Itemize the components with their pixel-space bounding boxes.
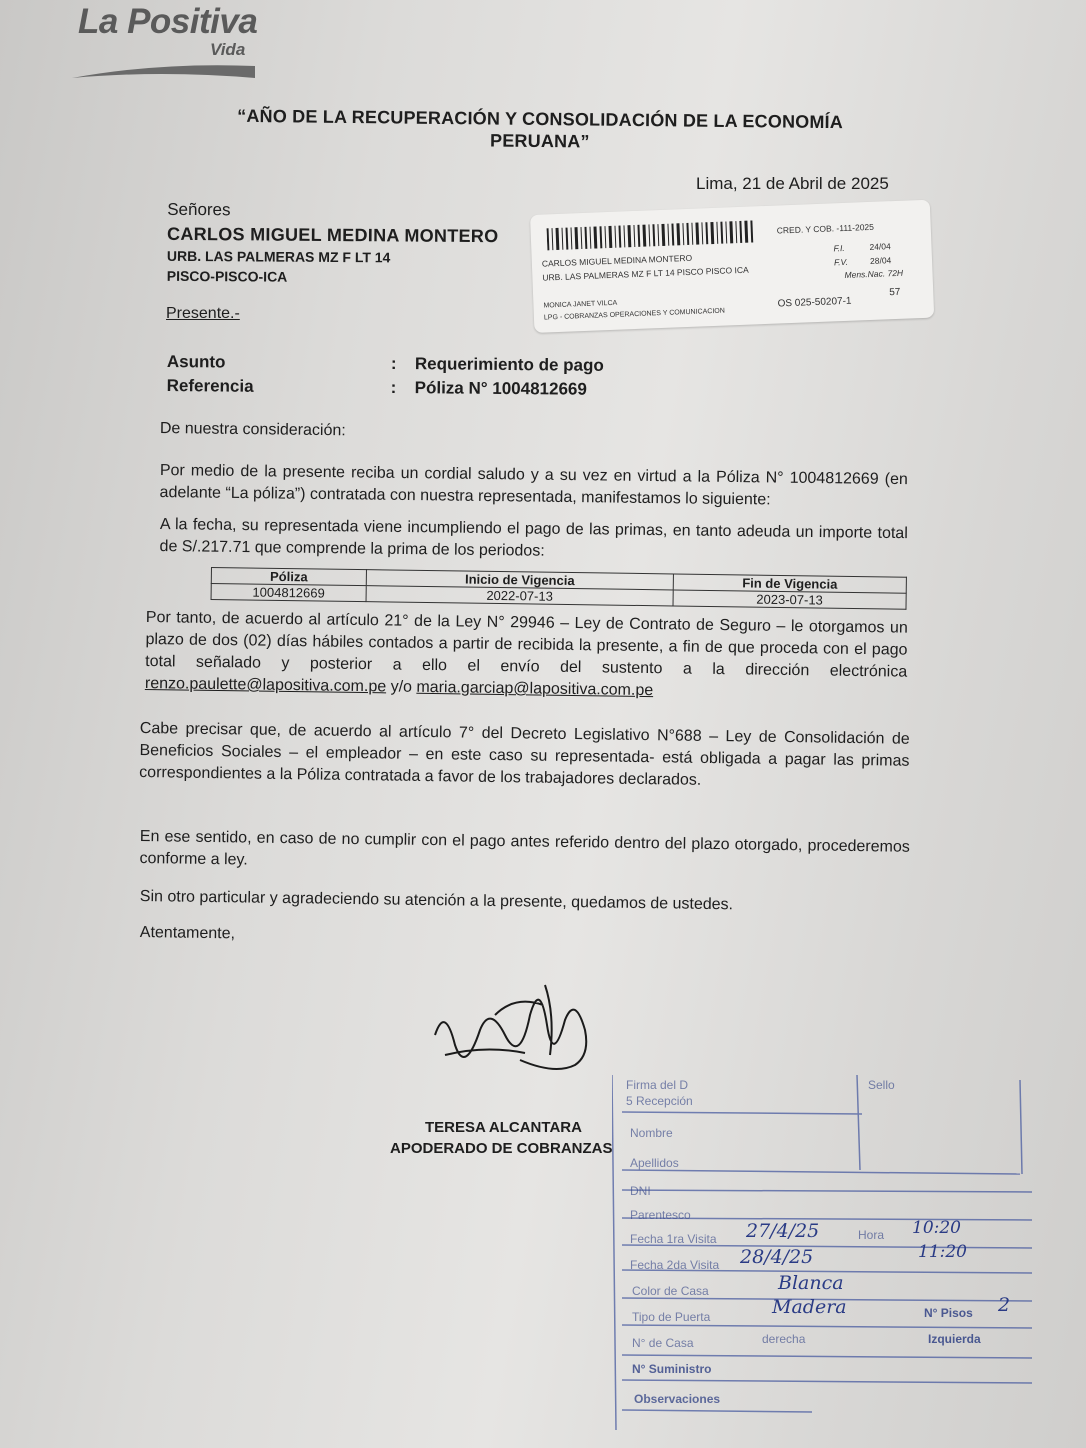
stamp-dni: DNI xyxy=(630,1184,651,1198)
stamp-tipo-value: Madera xyxy=(772,1296,847,1318)
greeting: De nuestra consideración: xyxy=(159,419,346,440)
sticker-address: URB. LAS PALMERAS MZ F LT 14 PISCO PISCO ICA xyxy=(542,264,749,283)
table-cell: 1004812669 xyxy=(211,584,366,602)
closing: Atentamente, xyxy=(139,923,236,943)
letter-date: Lima, 21 de Abril de 2025 xyxy=(696,174,889,193)
paragraph-3-text: Por tanto, de acuerdo al artículo 21° de la Ley N° 29946 – Ley de Contrato de Seguro – le otorgamos un plazo de dos (02) días hábiles contados a partir de recibida la presente, a fin de que proceda con el pago total señalado y posterior a ello el envío del sustento a la dirección electrónica xyxy=(145,608,908,681)
barcode-icon xyxy=(546,218,757,252)
sticker-dept: LPG - COBRANZAS OPERACIONES Y COMUNICACION xyxy=(543,307,725,322)
stamp-observaciones: Observaciones xyxy=(634,1392,721,1406)
recipient-address-1: URB. LAS PALMERAS MZ F LT 14 xyxy=(166,247,391,266)
email-link-1[interactable]: renzo.paulette@lapositiva.com.pe xyxy=(144,674,387,696)
stamp-derecha: derecha xyxy=(762,1332,806,1346)
sticker-fv-label: F.V. xyxy=(833,256,849,268)
presente-label: Presente.- xyxy=(166,305,240,322)
stamp-hora: Hora xyxy=(858,1228,885,1242)
sticker-agent: MONICA JANET VILCA xyxy=(543,299,618,310)
stamp-fecha2: Fecha 2da Visita xyxy=(630,1258,720,1272)
sticker-fi: 24/04 xyxy=(869,241,891,252)
paragraph-1: Por medio de la presente reciba un cordial saludo y a su vez en virtud a la Póliza N° 1004812669 (en adelante “La póliza”) contratada con nuestra representada, manifestamos lo siguiente: xyxy=(159,461,908,509)
paragraph-6: Sin otro particular y agradeciendo su atención a la presente, quedamos de ustedes. xyxy=(139,887,734,914)
stamp-apellidos: Apellidos xyxy=(630,1156,679,1170)
stamp-pisos: N° Pisos xyxy=(924,1306,973,1320)
table-cell: 2022-07-13 xyxy=(366,586,673,606)
signatory-name: TERESA ALCANTARA xyxy=(425,1119,582,1136)
policy-table xyxy=(211,567,907,610)
handwritten-signature xyxy=(425,975,605,1090)
recipient-name: CARLOS MIGUEL MEDINA MONTERO xyxy=(166,223,499,247)
stamp-color: Color de Casa xyxy=(632,1284,709,1298)
delivery-stamp xyxy=(612,1070,1032,1440)
stamp-sello: Sello xyxy=(868,1078,895,1092)
referencia-colon: : xyxy=(390,377,397,398)
sticker-os: OS 025-50207-1 xyxy=(777,295,852,310)
stamp-parentesco: Parentesco xyxy=(630,1208,691,1222)
asunto-value: Requerimiento de pago xyxy=(414,354,604,375)
table-header: Inicio de Vigencia xyxy=(366,570,673,590)
stamp-suministro: N° Suministro xyxy=(632,1362,712,1376)
referencia-value: Póliza N° 1004812669 xyxy=(414,378,587,399)
courier-sticker xyxy=(530,200,934,333)
salutation: Señores xyxy=(167,199,231,220)
stamp-hora1-value: 10:20 xyxy=(912,1218,961,1238)
stamp-firma-2: 5 Recepción xyxy=(626,1094,693,1108)
sticker-code: CRED. Y COB. -111-2025 xyxy=(776,221,875,236)
company-logo-sub: Vida xyxy=(210,40,246,59)
paragraph-3 xyxy=(145,607,908,706)
subject-block xyxy=(165,349,606,403)
stamp-tipo: Tipo de Puerta xyxy=(632,1310,711,1324)
paragraph-2: A la fecha, su representada viene incumpliendo el pago de las primas, en tanto adeuda un importe total de S/.217.71 que comprende la prima de los periodos: xyxy=(159,515,908,560)
table-header: Póliza xyxy=(211,568,366,586)
sticker-name: CARLOS MIGUEL MEDINA MONTERO xyxy=(541,252,693,269)
stamp-fecha2-value: 28/4/25 xyxy=(740,1246,814,1268)
email-link-2[interactable]: maria.garciap@lapositiva.com.pe xyxy=(416,678,654,700)
stamp-hora2-value: 11:20 xyxy=(918,1242,967,1262)
signatory-role: APODERADO DE COBRANZAS xyxy=(390,1140,613,1157)
year-motto: “AÑO DE LA RECUPERACIÓN Y CONSOLIDACIÓN DE LA ECONOMÍA PERUANA” xyxy=(237,105,844,152)
stamp-izquierda: Izquierda xyxy=(928,1332,981,1346)
logo-swoosh-icon xyxy=(70,48,260,82)
asunto-label: Asunto xyxy=(166,352,226,372)
table-cell: 2023-07-13 xyxy=(673,590,906,609)
email-separator: y/o xyxy=(390,678,413,696)
recipient-address-2: PISCO-PISCO-ICA xyxy=(166,267,288,285)
referencia-label: Referencia xyxy=(166,376,254,396)
sticker-mens: Mens.Nac. 72H xyxy=(844,267,904,280)
asunto-colon: : xyxy=(390,353,397,374)
stamp-grid xyxy=(612,1070,1032,1440)
sticker-fi-label: F.I. xyxy=(833,242,845,254)
paragraph-4: Cabe precisar que, de acuerdo al artículo 7° del Decreto Legislativo N°688 – Ley de Consolidación de Beneficios Sociales – el empleador – en este caso su representada- está obligada a pagar las primas correspondientes a la Póliza contratada a favor de los trabajadores declarados. xyxy=(139,719,910,789)
paragraph-5: En ese sentido, en caso de no cumplir con el pago antes referido dentro del plazo otorgado, procederemos conforme a ley. xyxy=(139,827,910,869)
sticker-fv: 28/04 xyxy=(869,255,892,266)
table-header: Fin de Vigencia xyxy=(673,574,906,593)
stamp-fecha1-value: 27/4/25 xyxy=(746,1220,820,1242)
stamp-nombre: Nombre xyxy=(630,1126,673,1140)
stamp-firma: Firma del D xyxy=(626,1078,689,1092)
stamp-ncasa: N° de Casa xyxy=(632,1336,694,1350)
stamp-fecha1: Fecha 1ra Visita xyxy=(630,1232,717,1246)
recipient-block xyxy=(167,198,499,288)
stamp-color-value: Blanca xyxy=(778,1272,844,1294)
company-logo: La Positiva xyxy=(78,2,258,41)
stamp-pisos-value: 2 xyxy=(998,1294,1011,1316)
sticker-num: 57 xyxy=(889,286,901,299)
